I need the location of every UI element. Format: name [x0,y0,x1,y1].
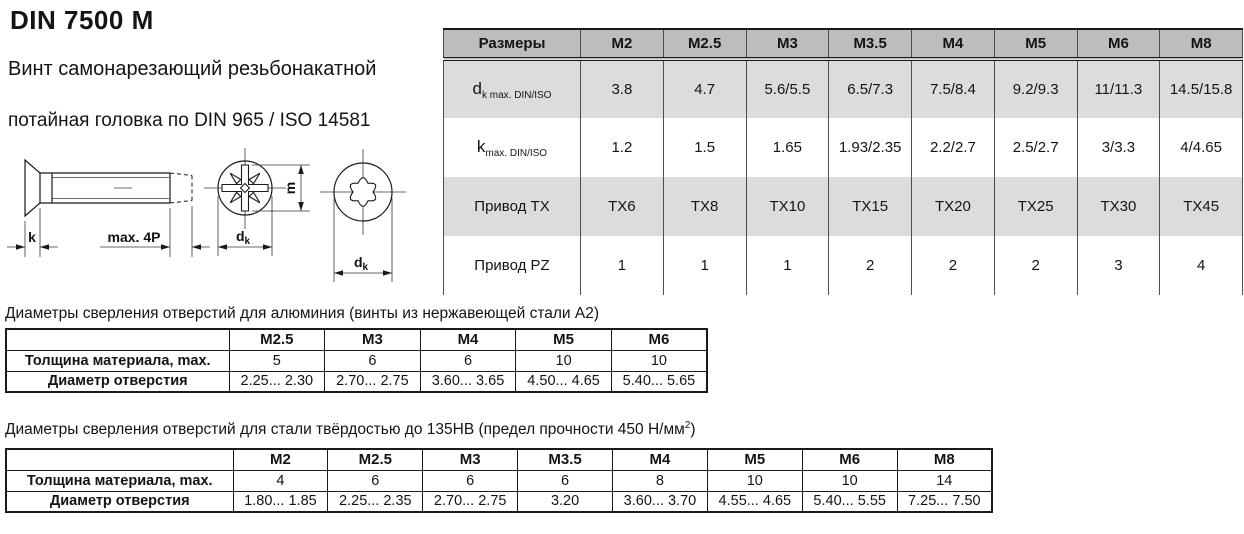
value-cell: 4.7 [663,59,746,118]
value-cell: TX8 [663,177,746,236]
value-cell: 5 [229,350,325,371]
screw-technical-drawing [0,148,430,318]
superscript: 2 [684,420,691,431]
value-cell: 10 [611,350,707,371]
steel-section-heading: Диаметры сверления отверстий для стали твёрдостью до 135HB (предел прочности 450 $Н/мм^2$) [5,420,696,439]
steel-table-wrap [5,448,993,513]
header-cell: M3.5 [829,29,912,59]
value-cell: TX20 [912,177,995,236]
value-cell: 2 [994,236,1077,295]
table-row-pz [444,236,1243,295]
value-cell: 14.5/15.8 [1160,59,1243,118]
header-cell: M2 [233,449,328,470]
header-cell: M6 [611,329,707,350]
value-cell: 4 [233,470,328,491]
value-cell: 3 [1077,236,1160,295]
alu-table-wrap [5,328,708,393]
value-cell: 10 [802,470,897,491]
value-cell: 3.20 [518,491,613,512]
value-cell: 10 [516,350,612,371]
value-cell: 6.5/7.3 [829,59,912,118]
screw-side-view [7,160,210,257]
value-cell: 1 [663,236,746,295]
value-cell: 2.25... 2.35 [328,491,423,512]
value-cell: 4.50... 4.65 [516,371,612,392]
header-cell: M3 [423,449,518,470]
row-label-cell: Привод TX [444,177,581,236]
header-cell: M3 [325,329,421,350]
page-title: DIN 7500 M [10,5,154,35]
table-header-row [6,329,707,350]
torx-drive-view [320,149,406,282]
standard-reference: потайная головка по DIN 965 / ISO 14581 [8,110,371,131]
table-header-row [444,29,1243,59]
row-label-cell: Диаметр отверстия [6,491,233,512]
value-cell: 3.8 [581,59,664,118]
header-cell: M2.5 [663,29,746,59]
value-cell: TX25 [994,177,1077,236]
table-row-k [444,118,1243,177]
dim-label-max4p: max. 4P [107,229,161,245]
value-cell: 1.5 [663,118,746,177]
value-cell: 1 [746,236,829,295]
header-cell: M4 [420,329,516,350]
alu-drilling-table [5,328,708,393]
corner-cell [6,449,233,470]
table-row-thickness [6,470,992,491]
value-cell: 1 [581,236,664,295]
header-cell: M2.5 [229,329,325,350]
value-cell: 2.2/2.7 [912,118,995,177]
value-cell: 5.6/5.5 [746,59,829,118]
value-cell: 1.80... 1.85 [233,491,328,512]
dim-label-k: k [28,229,36,245]
value-cell: 7.5/8.4 [912,59,995,118]
header-cell: M5 [994,29,1077,59]
row-label-cell: Толщина материала, max. [6,470,233,491]
value-cell: 6 [420,350,516,371]
value-cell: 5.40... 5.65 [611,371,707,392]
header-cell: M6 [1077,29,1160,59]
header-cell: M4 [613,449,708,470]
dimensions-table-wrap [443,28,1243,295]
value-cell: 10 [707,470,802,491]
value-cell: 4.55... 4.65 [707,491,802,512]
header-cell: M6 [802,449,897,470]
row-label-cell: $d_{k max. DIN/ISO}$ [444,59,581,118]
value-cell: TX10 [746,177,829,236]
value-cell: 2 [912,236,995,295]
header-cell: Размеры [444,29,581,59]
table-row-hole-diameter [6,371,707,392]
value-cell: 1.2 [581,118,664,177]
value-cell: 2 [829,236,912,295]
pz-drive-view [204,148,310,256]
dim-label-dk: $d_k$ [235,228,251,247]
value-cell: 3.60... 3.65 [420,371,516,392]
dimensions-table [443,28,1243,295]
header-cell: M4 [912,29,995,59]
header-cell: M2.5 [328,449,423,470]
header-cell: M5 [516,329,612,350]
header-cell: M5 [707,449,802,470]
table-row-tx [444,177,1243,236]
value-cell: 14 [897,470,992,491]
value-cell: 7.25... 7.50 [897,491,992,512]
row-label-cell: $k_{max. DIN/ISO}$ [444,118,581,177]
header-cell: M8 [897,449,992,470]
value-cell: 5.40... 5.55 [802,491,897,512]
product-subtitle: Винт самонарезающий резьбонакатной [8,58,377,80]
header-cell: M8 [1160,29,1243,59]
value-cell: 2.70... 2.75 [325,371,421,392]
value-cell: 2.70... 2.75 [423,491,518,512]
row-label-cell: Диаметр отверстия [6,371,229,392]
table-row-dk [444,59,1243,118]
header-cell: M3.5 [518,449,613,470]
value-cell: 9.2/9.3 [994,59,1077,118]
value-cell: 2.5/2.7 [994,118,1077,177]
value-cell: 6 [325,350,421,371]
value-cell: TX30 [1077,177,1160,236]
value-cell: 11/11.3 [1077,59,1160,118]
row-label-cell: Толщина материала, max. [6,350,229,371]
value-cell: 4/4.65 [1160,118,1243,177]
value-cell: TX15 [829,177,912,236]
value-cell: 6 [328,470,423,491]
value-cell: 8 [613,470,708,491]
corner-cell [6,329,229,350]
value-cell: 1.93/2.35 [829,118,912,177]
table-row-hole-diameter [6,491,992,512]
value-cell: 4 [1160,236,1243,295]
value-cell: 6 [423,470,518,491]
steel-drilling-table [5,448,993,513]
value-cell: TX45 [1160,177,1243,236]
table-row-thickness [6,350,707,371]
value-cell: TX6 [581,177,664,236]
value-cell: 1.65 [746,118,829,177]
table-header-row [6,449,992,470]
dim-label-m: m [282,181,298,195]
header-cell: M2 [581,29,664,59]
alu-section-heading: Диаметры сверления отверстий для алюминия (винты из нержавеющей стали А2) [5,305,600,322]
value-cell: 6 [518,470,613,491]
value-cell: 3/3.3 [1077,118,1160,177]
value-cell: 2.25... 2.30 [229,371,325,392]
header-cell: M3 [746,29,829,59]
value-cell: 3.60... 3.70 [613,491,708,512]
dim-label-dk: $d_k$ [353,254,369,273]
row-label-cell: Привод PZ [444,236,581,295]
